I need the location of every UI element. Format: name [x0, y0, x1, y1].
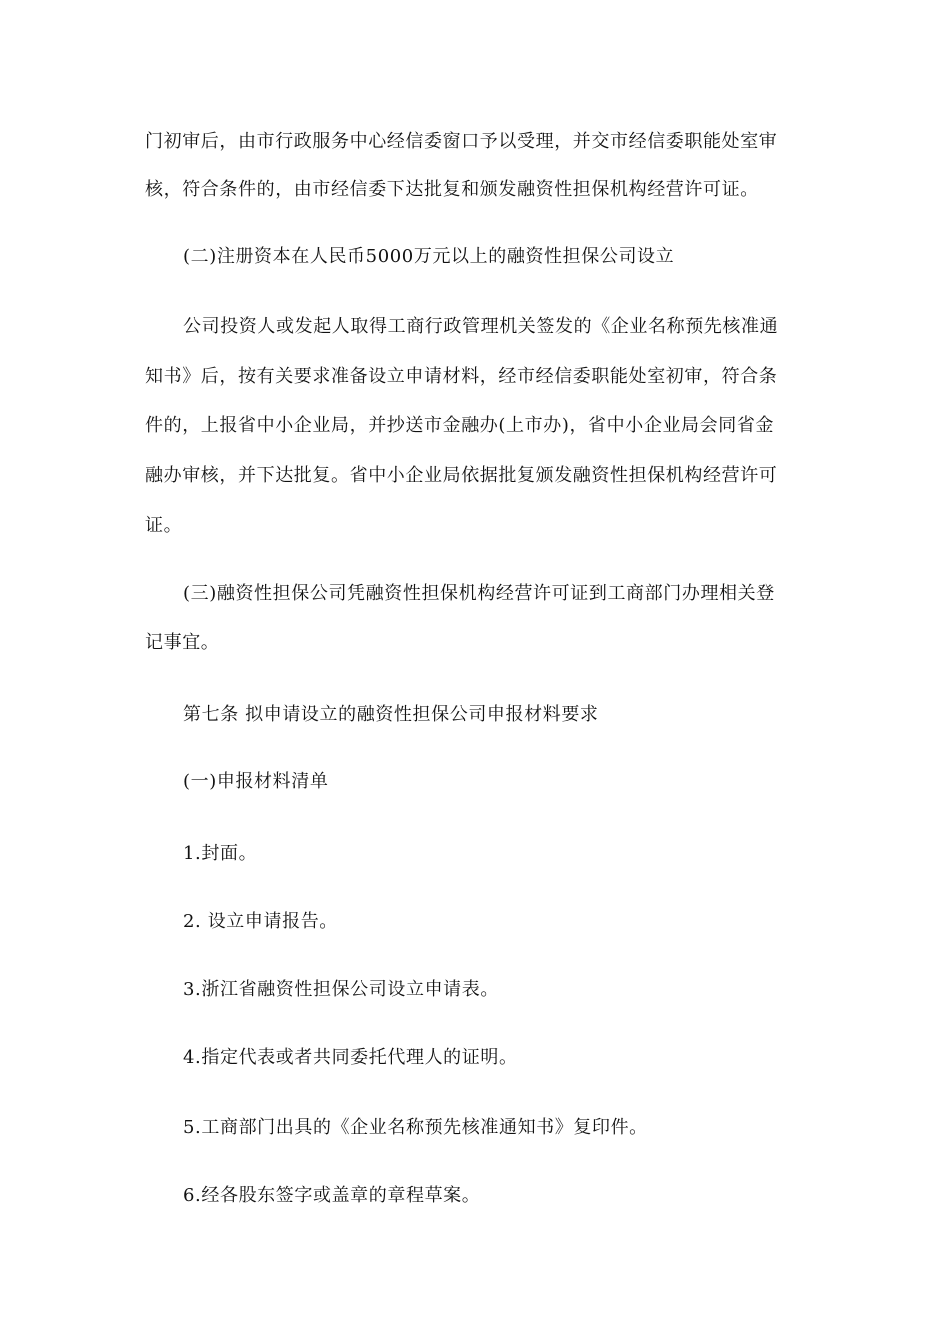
paragraph-line: 证。	[145, 515, 183, 536]
paragraph-line: 门初审后，由市行政服务中心经信委窗口予以受理，并交市经信委职能处室审	[145, 131, 778, 152]
list-item: 4.指定代表或者共同委托代理人的证明。	[183, 1047, 518, 1068]
list-item: 2. 设立申请报告。	[183, 911, 338, 932]
list-item: 6.经各股东签字或盖章的章程草案。	[183, 1185, 481, 1206]
list-item: 1.封面。	[183, 843, 258, 864]
article-heading: 第七条 拟申请设立的融资性担保公司申报材料要求	[183, 704, 599, 725]
paragraph-line: 融办审核，并下达批复。省中小企业局依据批复颁发融资性担保机构经营许可	[145, 465, 778, 486]
list-item: 3.浙江省融资性担保公司设立申请表。	[183, 979, 499, 1000]
paragraph-line: 知书》后，按有关要求准备设立申请材料，经市经信委职能处室初审，符合条	[145, 366, 778, 387]
list-heading: (一)申报材料清单	[183, 771, 329, 792]
paragraph-line: 件的，上报省中小企业局，并抄送市金融办(上市办)，省中小企业局会同省金	[145, 415, 775, 436]
paragraph-line: 记事宜。	[145, 632, 220, 653]
section-heading: (三)融资性担保公司凭融资性担保机构经营许可证到工商部门办理相关登	[183, 583, 775, 604]
paragraph-line: 公司投资人或发起人取得工商行政管理机关签发的《企业名称预先核准通	[183, 316, 779, 337]
paragraph-line: 核，符合条件的，由市经信委下达批复和颁发融资性担保机构经营许可证。	[145, 179, 759, 200]
list-item: 5.工商部门出具的《企业名称预先核准通知书》复印件。	[183, 1117, 648, 1138]
section-heading: (二)注册资本在人民币5000万元以上的融资性担保公司设立	[183, 246, 675, 267]
